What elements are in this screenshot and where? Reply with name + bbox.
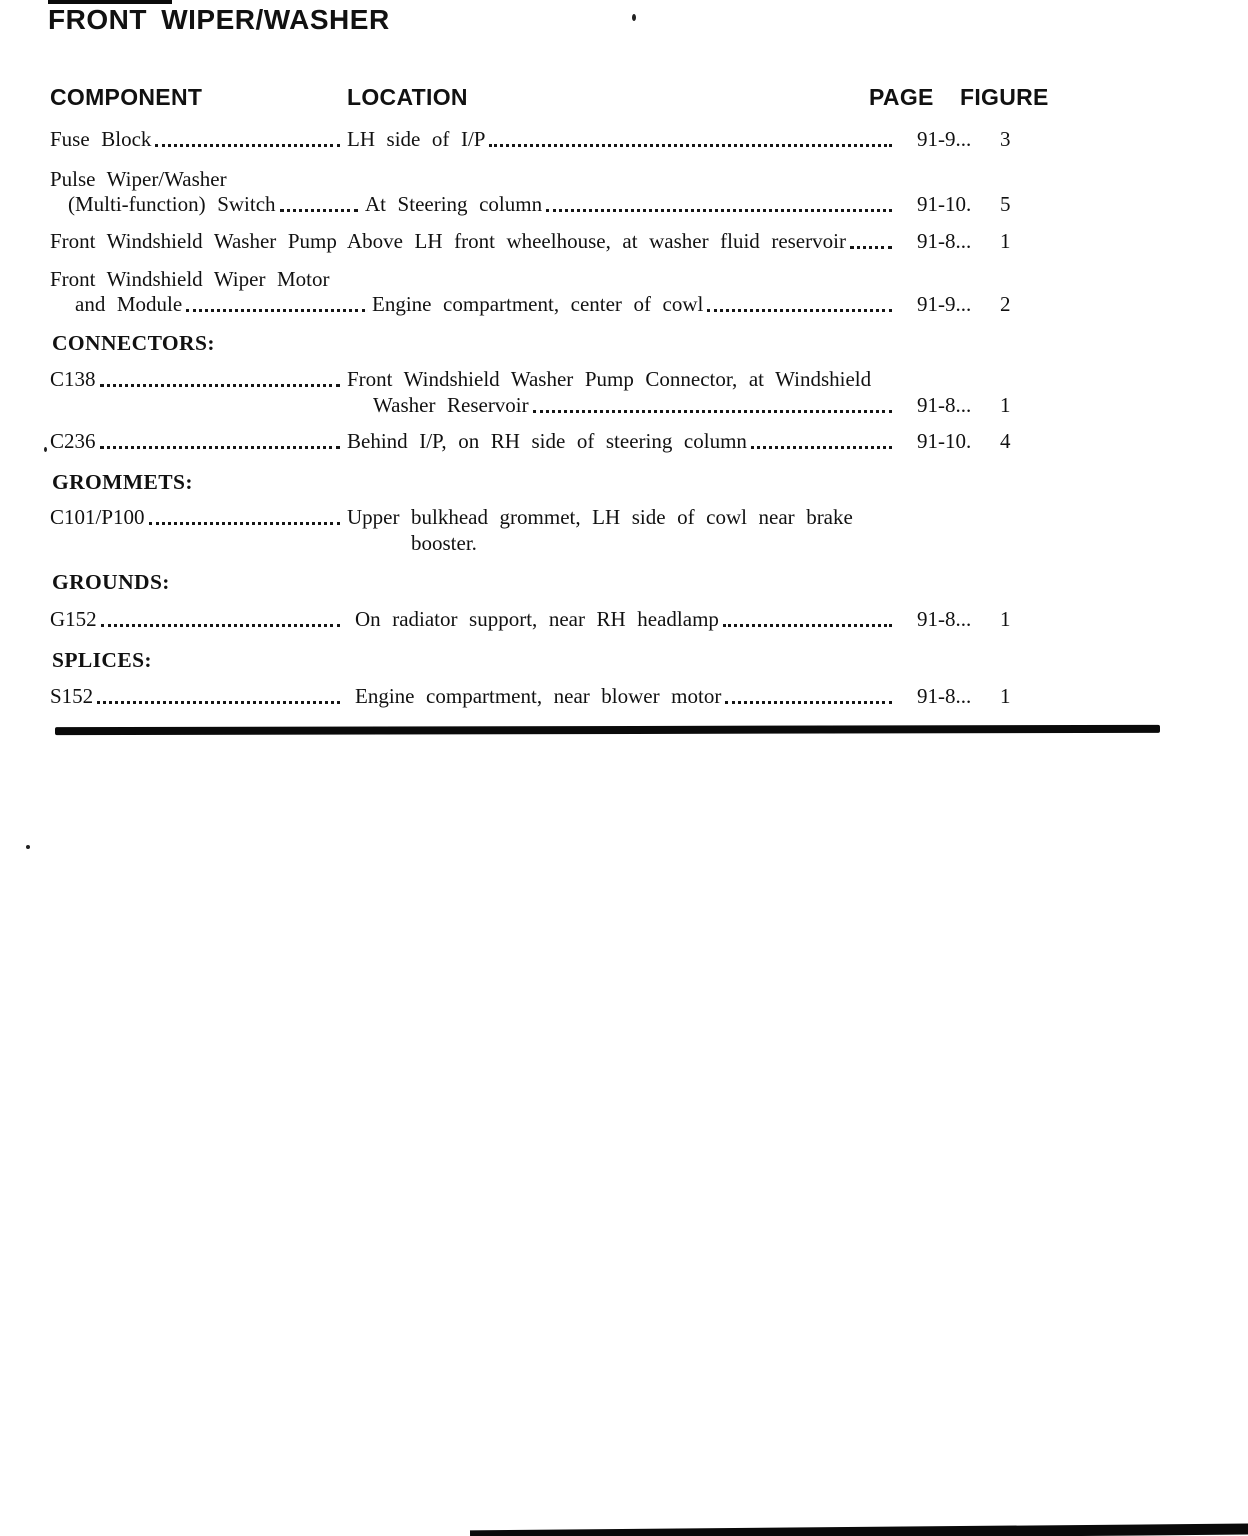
location-text: On radiator support, near RH headlamp xyxy=(355,607,719,631)
section-splices: SPLICES: xyxy=(52,648,152,672)
dot-leader xyxy=(533,410,892,413)
dot-leader xyxy=(751,446,892,449)
page-ref: 91-8... xyxy=(917,393,972,417)
table-row-fuse-block xyxy=(50,126,1042,152)
dot-leader xyxy=(100,384,340,387)
table-bottom-rule xyxy=(55,725,1160,735)
page-ref: 91-10. xyxy=(917,429,972,453)
table-row-c101-p100-line2 xyxy=(50,530,1042,556)
table-row-wiper-motor-line1 xyxy=(50,266,1042,292)
header-location: LOCATION xyxy=(347,84,468,110)
table-row-pulse-switch-line2 xyxy=(50,191,1042,217)
header-figure: FIGURE xyxy=(960,84,1049,110)
dot-leader xyxy=(725,701,892,704)
page-ref: 91-8... xyxy=(917,229,972,253)
dot-leader xyxy=(850,246,892,249)
component-name: C236 xyxy=(50,429,96,453)
figure-ref: 1 xyxy=(1000,607,1011,631)
header-component: COMPONENT xyxy=(50,84,203,110)
section-grommets: GROMMETS: xyxy=(52,470,193,494)
dot-leader xyxy=(155,144,340,147)
page-ref: 91-9... xyxy=(917,292,972,316)
figure-ref: 1 xyxy=(1000,393,1011,417)
bottom-scan-artifact xyxy=(470,1523,1248,1536)
component-name: Front Windshield Wiper Motor xyxy=(50,267,330,291)
dot-leader xyxy=(100,446,340,449)
figure-ref: 5 xyxy=(1000,192,1011,216)
dot-leader xyxy=(149,522,340,525)
dot-leader xyxy=(489,144,892,147)
location-text: At Steering column xyxy=(365,192,543,216)
dot-leader xyxy=(97,701,340,704)
dot-leader xyxy=(723,624,892,627)
component-name: (Multi-function) Switch xyxy=(68,192,276,216)
location-text: Engine compartment, center of cowl xyxy=(372,292,704,316)
table-row-wiper-motor-line2 xyxy=(50,291,1042,317)
page-title: FRONT WIPER/WASHER xyxy=(48,4,390,35)
figure-ref: 3 xyxy=(1000,127,1011,151)
dot-leader xyxy=(707,309,892,312)
component-name: C101/P100 xyxy=(50,505,145,529)
scan-speck xyxy=(44,447,47,452)
component-name: G152 xyxy=(50,607,97,631)
scan-speck xyxy=(26,845,30,849)
table-row-s152 xyxy=(50,683,1042,709)
page-ref: 91-10. xyxy=(917,192,972,216)
component-name: S152 xyxy=(50,684,94,708)
table-row-c138-line2 xyxy=(50,392,1042,418)
table-row-c138-line1 xyxy=(50,366,1042,392)
location-text: Washer Reservoir xyxy=(373,393,529,417)
page-ref: 91-8... xyxy=(917,684,972,708)
component-name: Front Windshield Washer Pump xyxy=(50,229,337,253)
scan-speck xyxy=(632,14,636,21)
component-name: Pulse Wiper/Washer xyxy=(50,167,227,191)
location-text: Front Windshield Washer Pump Connector, at Windshield xyxy=(347,367,872,391)
location-text: Above LH front wheelhouse, at washer fluid reservoir xyxy=(347,229,846,253)
component-name: and Module xyxy=(75,292,183,316)
page-ref: 91-8... xyxy=(917,607,972,631)
location-text: Engine compartment, near blower motor xyxy=(355,684,722,708)
table-header-row xyxy=(50,84,1070,111)
location-text: Behind I/P, on RH side of steering column xyxy=(347,429,747,453)
table-row-c236 xyxy=(50,428,1042,454)
dot-leader xyxy=(280,209,358,212)
location-text: Upper bulkhead grommet, LH side of cowl near brake xyxy=(347,505,853,529)
header-page: PAGE xyxy=(869,84,934,110)
dot-leader xyxy=(101,624,340,627)
component-name: Fuse Block xyxy=(50,127,152,151)
page-ref: 91-9... xyxy=(917,127,972,151)
section-connectors: CONNECTORS: xyxy=(52,331,215,355)
location-text: LH side of I/P xyxy=(347,127,486,151)
location-text: booster. xyxy=(411,531,477,555)
figure-ref: 2 xyxy=(1000,292,1011,316)
table-row-washer-pump xyxy=(50,228,1042,254)
table-row-c101-p100-line1 xyxy=(50,504,1042,530)
dot-leader xyxy=(186,309,365,312)
section-grounds: GROUNDS: xyxy=(52,570,170,594)
figure-ref: 4 xyxy=(1000,429,1011,453)
table-row-g152 xyxy=(50,606,1042,632)
figure-ref: 1 xyxy=(1000,684,1011,708)
figure-ref: 1 xyxy=(1000,229,1011,253)
table-row-pulse-switch-line1 xyxy=(50,166,1042,192)
dot-leader xyxy=(546,209,892,212)
component-name: C138 xyxy=(50,367,96,391)
